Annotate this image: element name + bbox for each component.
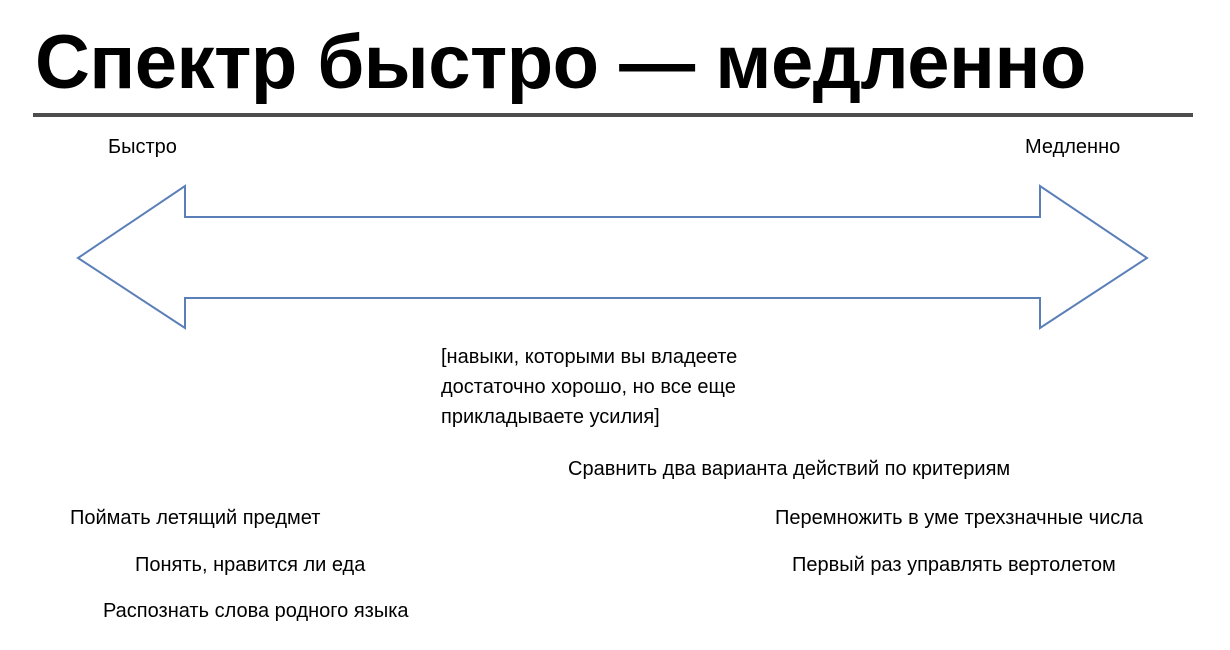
middle-skills-note: [навыки, которыми вы владеете достаточно хорошо, но все еще прикладываете усилия] (441, 346, 738, 428)
slow-pole-label: Медленно (1025, 136, 1121, 158)
title-underline (33, 113, 1193, 117)
example-recognize-words: Распознать слова родного языка (103, 600, 409, 622)
example-like-food: Понять, нравится ли еда (135, 554, 366, 576)
example-fly-helicopter: Первый раз управлять вертолетом (792, 554, 1116, 576)
fast-pole-label: Быстро (108, 136, 177, 158)
example-multiply-numbers: Перемножить в уме трехзначные числа (775, 507, 1144, 529)
example-compare-options: Сравнить два варианта действий по критериям (568, 458, 1011, 480)
spectrum-arrow-shape (78, 186, 1147, 328)
slide-title: Спектр быстро — медленно (35, 20, 1086, 105)
example-catch-object: Поймать летящий предмет (70, 507, 321, 529)
